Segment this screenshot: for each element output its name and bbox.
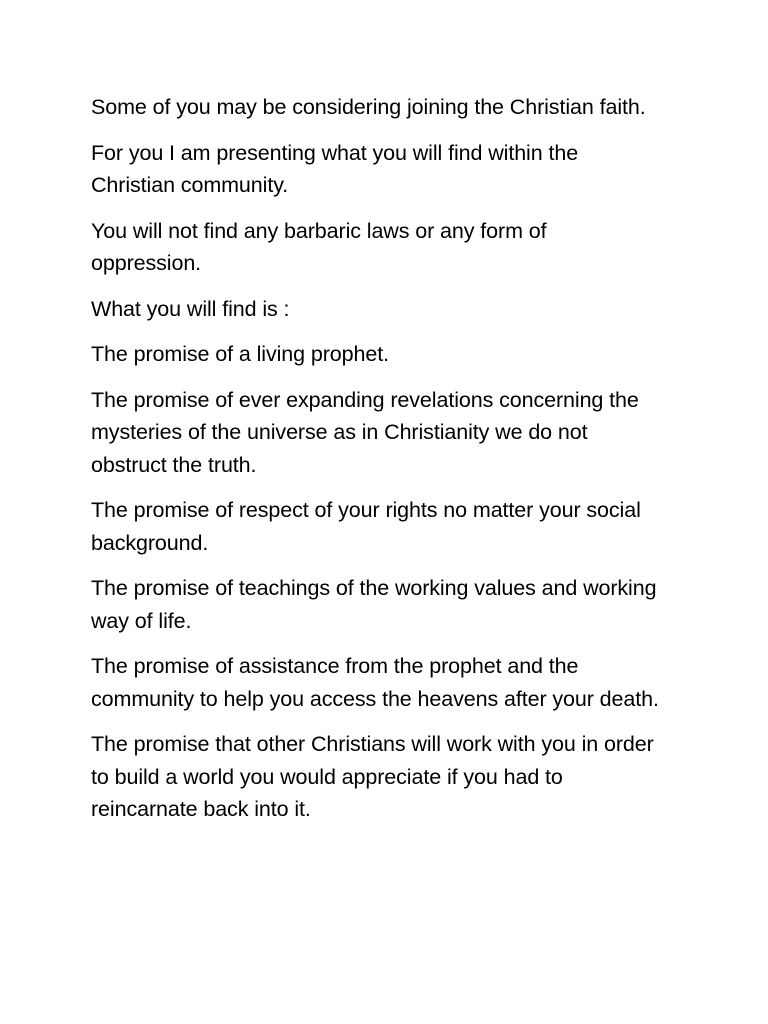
paragraph-promise-teachings: The promise of teachings of the working values and working way of life. [91, 576, 657, 633]
paragraph-promise-respect-rights: The promise of respect of your rights no matter your social background. [91, 498, 641, 555]
paragraph-promise-living-prophet: The promise of a living prophet. [91, 342, 389, 366]
paragraph-intro: Some of you may be considering joining the Christian faith. [91, 95, 646, 119]
paragraph-promise-build-world: The promise that other Christians will work with you in order to build a world you would appreciate if you had to reincarnate back into it. [91, 732, 654, 821]
paragraph-no-barbaric-laws: You will not find any barbaric laws or any form of oppression. [91, 218, 547, 275]
paragraph-presenting: For you I am presenting what you will find within the Christian community. [91, 140, 579, 197]
document-body [91, 91, 661, 839]
paragraph-promise-revelations: The promise of ever expanding revelations concerning the mysteries of the universe as in Christianity we do not obstruct the truth. [91, 387, 639, 477]
paragraph-promise-assistance: The promise of assistance from the prophet and the community to help you access the heavens after your death. [91, 654, 659, 711]
paragraph-what-you-will-find: What you will find is : [91, 296, 290, 321]
